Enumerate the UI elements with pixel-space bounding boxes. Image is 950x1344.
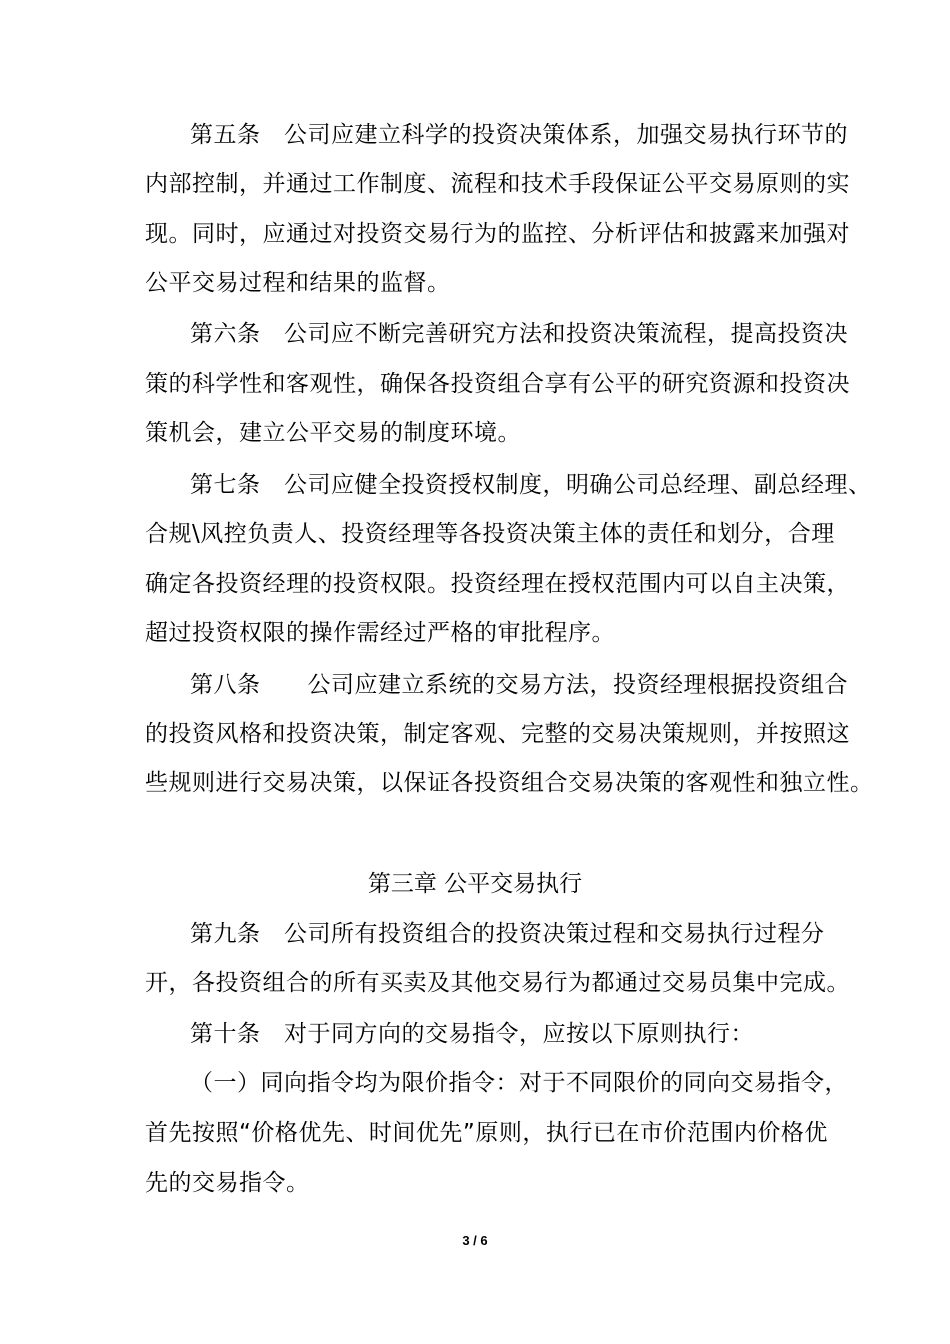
article-6-line-2: 策的科学性和客观性，确保各投资组合享有公平的研究资源和投资决	[145, 371, 850, 397]
article-10-line-1: 第十条 对于同方向的交易指令，应按以下原则执行：	[190, 1021, 754, 1047]
article-8-line-2: 的投资风格和投资决策，制定客观、完整的交易决策规则，并按照这	[145, 721, 850, 747]
article-8-line-1: 第八条 公司应建立系统的交易方法，投资经理根据投资组合	[190, 672, 848, 698]
article-7-line-1: 第七条 公司应健全投资授权制度，明确公司总经理、副总经理、	[190, 472, 872, 498]
chapter-heading: 第三章 公平交易执行	[367, 871, 583, 897]
article-6-line-1: 第六条 公司应不断完善研究方法和投资决策流程，提高投资决	[190, 321, 848, 347]
item-1-line-1: （一）同向指令均为限价指令：对于不同限价的同向交易指令，	[190, 1070, 848, 1096]
page-number: 3 / 6	[462, 1233, 488, 1248]
article-9-line-2: 开，各投资组合的所有买卖及其他交易行为都通过交易员集中完成。	[145, 970, 850, 996]
article-5-line-2: 内部控制，并通过工作制度、流程和技术手段保证公平交易原则的实	[145, 171, 850, 197]
item-1-line-2: 首先按照“价格优先、时间优先”原则，执行已在市价范围内价格优	[145, 1120, 828, 1146]
article-6-line-3: 策机会，建立公平交易的制度环境。	[145, 420, 521, 446]
article-5-line-1: 第五条 公司应建立科学的投资决策体系，加强交易执行环节的	[190, 122, 848, 148]
article-9-line-1: 第九条 公司所有投资组合的投资决策过程和交易执行过程分	[190, 921, 825, 947]
article-7-line-4: 超过投资权限的操作需经过严格的审批程序。	[145, 620, 615, 646]
item-1-line-3: 先的交易指令。	[145, 1170, 310, 1196]
article-7-line-2: 合规\风控负责人、投资经理等各投资决策主体的责任和划分，合理	[145, 521, 835, 547]
article-7-line-3: 确定各投资经理的投资权限。投资经理在授权范围内可以自主决策，	[145, 571, 850, 597]
article-5-line-4: 公平交易过程和结果的监督。	[145, 270, 451, 296]
article-5-line-3: 现。同时，应通过对投资交易行为的监控、分析评估和披露来加强对	[145, 221, 850, 247]
article-8-line-3: 些规则进行交易决策，以保证各投资组合交易决策的客观性和独立性。	[145, 770, 874, 796]
